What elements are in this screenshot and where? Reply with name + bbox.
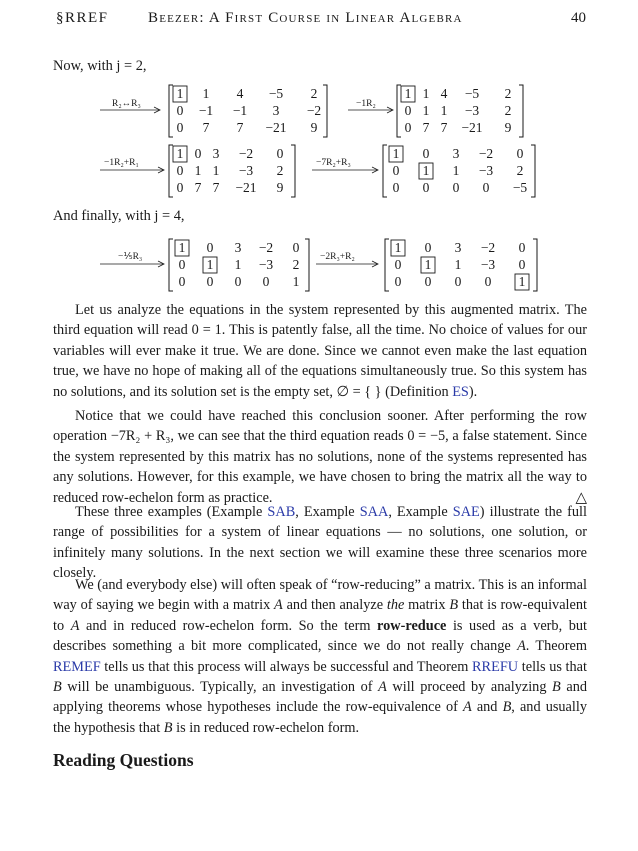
matrix-right-bracket <box>305 239 309 291</box>
matrix-entry: 0 <box>422 180 430 195</box>
operation-label: −⅕R₃ <box>118 252 143 262</box>
text-run: , and usually the hypothesis that <box>53 699 588 736</box>
matrix-entry: 1 <box>454 257 462 272</box>
operation-label: −2R₃+R₂ <box>320 252 355 262</box>
text-run: These three examples (Example <box>75 504 268 520</box>
matrix-entry: 0 <box>482 180 490 195</box>
math-var: B <box>53 679 62 696</box>
matrix-entry: 4 <box>440 86 448 101</box>
matrix-right-bracket <box>519 85 523 137</box>
matrix-entry: 1 <box>518 274 526 289</box>
matrix-entry: −5 <box>268 86 284 101</box>
matrix-entry: 0 <box>176 103 184 118</box>
matrix-entry: 0 <box>516 146 524 161</box>
paragraph-analysis <box>53 300 587 402</box>
matrix-entry: 0 <box>452 180 460 195</box>
row-reduction-step-3 <box>100 234 540 296</box>
row-reduction-step-2 <box>100 142 540 200</box>
matrix-entry: 9 <box>310 120 318 135</box>
page-number: 40 <box>571 10 586 26</box>
operation-arrow <box>312 158 378 173</box>
matrix-entry: 1 <box>212 163 220 178</box>
matrix-entry: 1 <box>234 257 242 272</box>
matrix-entry: 7 <box>440 120 448 135</box>
matrix-entry: 0 <box>176 120 184 135</box>
matrix-entry: 0 <box>404 103 412 118</box>
matrix-left-bracket <box>169 85 173 137</box>
matrix-entry: −3 <box>258 257 274 272</box>
text-run: . Theorem <box>525 638 587 655</box>
section-heading: Reading Questions <box>53 750 194 770</box>
matrix-entry: −2 <box>306 103 322 118</box>
matrix-entry: −1 <box>198 103 214 118</box>
matrix-entry: 1 <box>292 274 300 289</box>
matrix-entry: 0 <box>206 240 214 255</box>
matrix-left-bracket <box>169 239 173 291</box>
matrix-entry: −21 <box>461 120 483 135</box>
math-var: B <box>552 679 561 696</box>
matrix-entry: 3 <box>454 240 462 255</box>
text-run: tells us that <box>518 658 587 675</box>
matrix-entry: 7 <box>194 180 202 195</box>
matrix-left-bracket <box>169 145 173 197</box>
matrix-entry: 0 <box>262 274 270 289</box>
text-run: and in reduced row-echelon form. So the term <box>79 617 378 634</box>
matrix-entry: 3 <box>452 146 460 161</box>
matrix-entry: 1 <box>424 257 432 272</box>
text-run: will be unambiguous. Typically, an investigation of <box>61 679 379 696</box>
text-run: , Example <box>388 504 453 520</box>
text-run: We (and everybody else) will often speak of “row-reducing” a matrix. This is an informal way of saying we begin with a matrix <box>53 577 587 614</box>
text-run: that is row-equivalent to <box>53 597 587 634</box>
matrix-entry: 0 <box>422 146 430 161</box>
text-run: ) illustrate the full range of possibilities for a system of linear equations — no solutions, one solution, or infinitely many solutions. In the next section we will examine these three scenarios more closely. <box>53 504 588 582</box>
matrix-m2 <box>397 85 523 137</box>
math-var: A <box>378 679 387 696</box>
matrix-entry: 0 <box>178 257 186 272</box>
matrix-entry: 0 <box>424 274 432 289</box>
matrix-m1 <box>169 85 327 137</box>
text-run: and <box>471 699 503 716</box>
matrix-entry: 9 <box>276 180 284 195</box>
matrix-entry: 1 <box>422 86 430 101</box>
text-run: Notice that we could have reached this conclusion sooner. After performing the row operation −7R₂ + R₃, we can see that the third equation reads 0 = −5, a false statement. Since the system represented by this matrix has no solutions, none of the systems represented has any solutions. However, for this example, we have chosen to bring the matrix all the way to reduced row-echelon form as practice. <box>53 408 587 506</box>
text-run: Let us analyze the equations in the system represented by this augmented matrix. The third equation will read 0 = 1. This is patently false, all the time. No choice of values for our variables will ever make it true. We are done. Since we cannot even make the last equation true, we have no hope of making all of the equations simultaneously true. So this system has no solutions, and its solution set is the empty set, ∅ = { } (Definition <box>53 302 587 400</box>
link-theorem-remef[interactable]: REMEF <box>53 658 101 675</box>
matrix-entry: 1 <box>404 86 412 101</box>
matrix-entry: −5 <box>464 86 480 101</box>
operation-arrow <box>100 99 160 113</box>
text-run: is used as a verb, but describes something a bit more complicated, since we do not really change <box>53 617 587 655</box>
matrix-entry: −5 <box>512 180 528 195</box>
matrix-entry: 0 <box>518 257 526 272</box>
matrix-entry: 7 <box>212 180 220 195</box>
matrix-entry: −1 <box>232 103 248 118</box>
matrix-entry: 3 <box>234 240 242 255</box>
matrix-entry: −2 <box>238 146 254 161</box>
text-run: will proceed by analyzing <box>386 679 553 696</box>
matrix-entry: −2 <box>480 240 496 255</box>
matrix-entry: 9 <box>504 120 512 135</box>
math-var: A <box>274 597 283 614</box>
matrix-entry: 1 <box>178 240 186 255</box>
matrix-entry: 7 <box>202 120 210 135</box>
row-reduction-step-1 <box>100 80 540 138</box>
matrix-left-bracket <box>385 239 389 291</box>
intro-j4: And finally, with j = 4, <box>53 208 185 224</box>
matrix-entry: 0 <box>484 274 492 289</box>
matrix-m5 <box>169 239 309 291</box>
matrix-entry: 0 <box>518 240 526 255</box>
matrix-right-bracket <box>533 239 537 291</box>
text-run: and applying theorems whose hypotheses include the row-equivalence of <box>53 679 587 716</box>
matrix-entry: 0 <box>176 180 184 195</box>
matrix-entry: 0 <box>194 146 202 161</box>
end-of-example-icon: △ <box>575 489 587 506</box>
text-run: , Example <box>295 504 360 520</box>
matrix-entry: −3 <box>480 257 496 272</box>
operation-label: −1R₂+R₁ <box>104 158 139 168</box>
matrix-entry: 1 <box>206 257 214 272</box>
link-example-saa[interactable]: SAA <box>359 504 389 520</box>
matrix-entry: 1 <box>392 146 400 161</box>
matrix-entry: 1 <box>176 86 184 101</box>
matrix-right-bracket <box>291 145 295 197</box>
matrix-entry: −21 <box>265 120 287 135</box>
matrix-entry: −2 <box>478 146 494 161</box>
matrix-entry: 2 <box>276 163 284 178</box>
matrix-m3 <box>169 145 295 197</box>
paragraph-three-examples <box>53 502 587 584</box>
matrix-entry: 0 <box>276 146 284 161</box>
operation-label: −1R₂ <box>356 99 376 109</box>
matrix-entry: 7 <box>422 120 430 135</box>
matrix-entry: 2 <box>504 103 512 118</box>
text-run: and then analyze <box>282 597 387 614</box>
text-run: ). <box>468 383 478 400</box>
matrix-entry: 1 <box>176 146 184 161</box>
matrix-entry: −2 <box>258 240 274 255</box>
matrix-right-bracket <box>323 85 327 137</box>
matrix-entry: 1 <box>440 103 448 118</box>
matrix-entry: −3 <box>238 163 254 178</box>
matrix-entry: 0 <box>206 274 214 289</box>
matrix-entry: 0 <box>454 274 462 289</box>
matrix-entry: 3 <box>272 103 280 118</box>
matrix-entry: 0 <box>404 120 412 135</box>
text-run: is in reduced row-echelon form. <box>172 719 360 736</box>
operation-label: −7R₂+R₃ <box>316 158 351 168</box>
matrix-entry: 0 <box>234 274 242 289</box>
running-header <box>56 10 586 34</box>
math-var: B <box>502 699 512 716</box>
link-theorem-rrefu[interactable]: RREFU <box>472 658 519 675</box>
matrix-entry: 0 <box>394 257 402 272</box>
math-var: B <box>449 597 459 614</box>
section-label: §RREF <box>56 10 109 26</box>
matrix-entry: 0 <box>178 274 186 289</box>
matrix-entry: 1 <box>194 163 202 178</box>
paragraph-row-reducing <box>53 575 587 738</box>
matrix-m4 <box>383 145 535 197</box>
operation-arrow <box>100 158 164 173</box>
operation-arrow <box>100 252 164 267</box>
math-var: B <box>163 719 173 736</box>
matrix-entry: 0 <box>392 180 400 195</box>
matrix-entry: 7 <box>236 120 244 135</box>
matrix-entry: −3 <box>478 163 494 178</box>
matrix-left-bracket <box>383 145 387 197</box>
matrix-entry: 1 <box>202 86 210 101</box>
emphasis: the <box>386 597 405 614</box>
math-var: A <box>517 638 526 655</box>
matrix-entry: 2 <box>516 163 524 178</box>
matrix-left-bracket <box>397 85 401 137</box>
matrix-entry: 0 <box>176 163 184 178</box>
matrix-entry: 2 <box>292 257 300 272</box>
intro-j2: Now, with j = 2, <box>53 58 147 74</box>
matrix-entry: 3 <box>212 146 220 161</box>
text-run: matrix <box>404 597 450 614</box>
matrix-right-bracket <box>531 145 535 197</box>
bold-term: row-reduce <box>377 617 447 634</box>
matrix-entry: −21 <box>235 180 257 195</box>
matrix-entry: 0 <box>424 240 432 255</box>
link-example-sab[interactable]: SAB <box>267 504 296 520</box>
math-var: A <box>462 699 472 716</box>
matrix-m6 <box>385 239 537 291</box>
matrix-entry: 1 <box>452 163 460 178</box>
operation-arrow <box>348 99 393 113</box>
operation-label: R₂↔R₃ <box>112 99 141 109</box>
math-var: A <box>70 617 80 634</box>
matrix-entry: 0 <box>292 240 300 255</box>
matrix-entry: 4 <box>236 86 244 101</box>
matrix-entry: 2 <box>504 86 512 101</box>
paragraph-sooner <box>53 406 587 508</box>
book-title: Beezer: A First Course in Linear Algebra <box>148 10 463 26</box>
link-definition-es[interactable]: ES <box>452 383 469 400</box>
matrix-entry: −3 <box>464 103 480 118</box>
text-run: tells us that this process will always be successful and Theorem <box>100 658 473 675</box>
matrix-entry: 1 <box>394 240 402 255</box>
matrix-entry: 0 <box>394 274 402 289</box>
link-example-sae[interactable]: SAE <box>452 504 480 520</box>
operation-arrow <box>316 252 378 267</box>
matrix-entry: 2 <box>310 86 318 101</box>
matrix-entry: 1 <box>422 163 430 178</box>
matrix-entry: 0 <box>392 163 400 178</box>
matrix-entry: 1 <box>422 103 430 118</box>
